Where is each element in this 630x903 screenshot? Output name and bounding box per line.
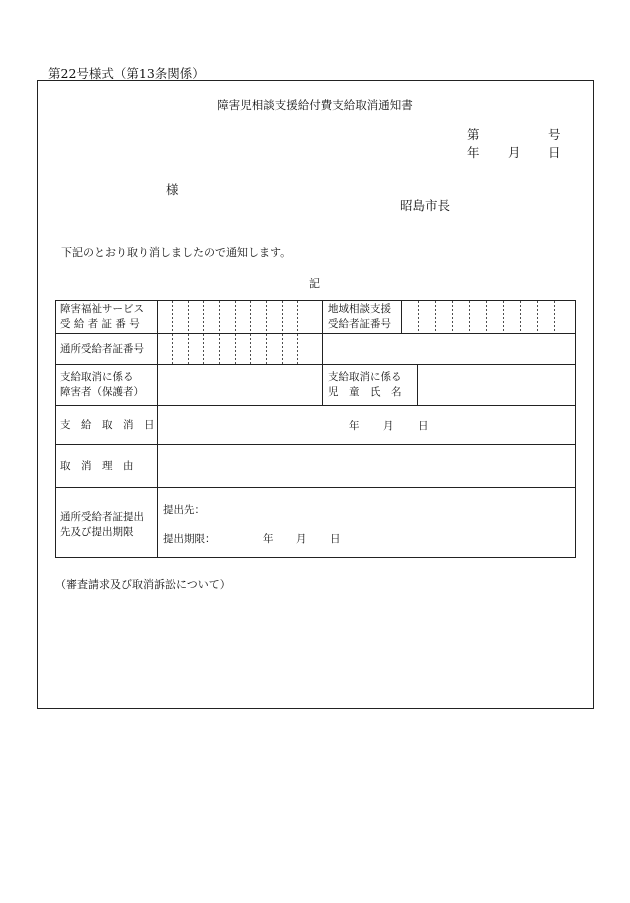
service-recipient-label-2: 受 給 者 証 番 号	[60, 318, 140, 330]
submit-deadline-label: 提出期限：	[163, 533, 216, 545]
disabled-person-label-2: 障害者（保護者）	[60, 386, 144, 398]
facility-recipient-label: 通所受給者証番号	[60, 343, 144, 355]
deadline-month: 月	[296, 533, 307, 545]
issuer-name: 昭島市長	[400, 198, 451, 213]
number-dai: 第	[467, 127, 480, 142]
submit-label-2: 先及び提出期限	[60, 526, 134, 538]
service-number-digit-boxes	[173, 301, 298, 333]
deadline-day: 日	[330, 533, 341, 545]
regional-recipient-label-1: 地域相談支援	[328, 303, 391, 315]
cancel-date-month: 月	[383, 420, 394, 432]
submit-to-label: 提出先：	[163, 504, 205, 516]
disabled-person-label-1: 支給取消に係る	[60, 371, 134, 383]
form-number-label: 第22号様式（第13条関係）	[48, 66, 205, 81]
number-go: 号	[548, 127, 561, 142]
child-name-label-1: 支給取消に係る	[328, 371, 402, 383]
facility-number-digit-boxes	[173, 334, 298, 364]
date-day: 日	[548, 145, 561, 160]
appeal-note: （審査請求及び取消訴訟について）	[55, 578, 231, 591]
notice-text: 下記のとおり取り消しましたので通知します。	[61, 246, 292, 259]
document-title: 障害児相談支援給付費支給取消通知書	[217, 98, 413, 112]
cancel-date-year: 年	[349, 420, 360, 432]
regional-number-digit-boxes	[419, 301, 555, 333]
child-name-label-2: 児 童 氏 名	[328, 386, 402, 398]
cancel-date-day: 日	[418, 420, 429, 432]
deadline-year: 年	[263, 533, 274, 545]
date-year: 年	[467, 145, 480, 160]
ki-marker: 記	[309, 277, 320, 290]
cancel-date-label: 支 給 取 消 日	[60, 419, 155, 431]
service-recipient-label-1: 障害福祉サービス	[60, 303, 144, 315]
date-month: 月	[508, 145, 521, 160]
regional-recipient-label-2: 受給者証番号	[328, 318, 391, 330]
cancel-reason-label: 取 消 理 由	[60, 460, 134, 472]
recipient-honorific: 様	[166, 182, 179, 197]
submit-label-1: 通所受給者証提出	[60, 511, 144, 523]
